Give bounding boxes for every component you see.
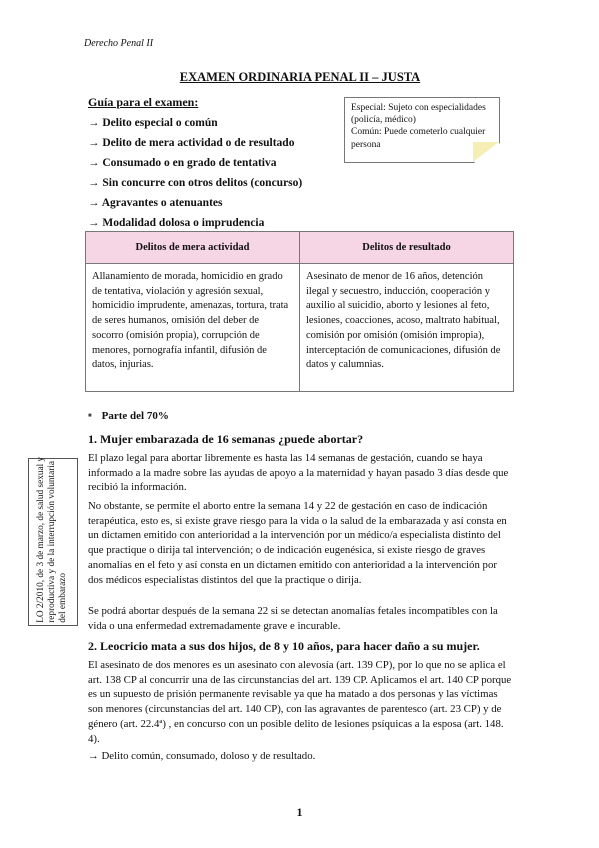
table-row — [86, 264, 514, 392]
note-line-common: Común: Puede cometerlo cualquier persona — [351, 127, 486, 150]
document-header: Derecho Penal II — [84, 38, 154, 49]
guide-item: → Consumado o en grado de tentativa — [88, 157, 277, 169]
table-header-cell: Delitos de mera actividad — [86, 232, 300, 264]
side-note-box — [28, 458, 78, 626]
sticky-note — [344, 97, 500, 163]
question-2-title: 2. Leocricio mata a sus dos hijos, de 8 y 10 años, para hacer daño a su mujer. — [88, 639, 480, 653]
side-note-text: LO 2/2010, de 3 de marzo, de salud sexual y reproductiva y de la interrupción voluntaria del embarazo — [36, 456, 69, 623]
table-cell: Allanamiento de morada, homicidio en grado de tentativa, violación y agresión sexual, homicidio imprudente, amenazas, tortura, trata de seres humanos, omisión del deber de socorro (omisión propia), corrupción de menores, pornografía infantil, difusión de datos, injurias. — [86, 264, 300, 392]
section-label-text: Parte del 70% — [101, 410, 169, 422]
guide-item: → Modalidad dolosa o imprudencia — [88, 217, 265, 229]
offense-table — [85, 231, 514, 392]
question-2-paragraph: El asesinato de dos menores es un asesinato con alevosía (art. 139 CP), por lo que no se aplica el art. 138 CP al concurrir una de las circunstancias del art. 139 CP. Aplicamos el art. 140 CP porque es un supuesto de prisión permanente revisable ya que ha matado a dos personas y las víctimas son menores (circunstancias del art. 140 CP), con las agravantes de parentesco (art. 23 CP) y de género (art. 22.4ª) , en concurso con un posible delito de lesiones psíquicas a la esposa (art. 148. 4). — [88, 659, 512, 745]
guide-title: Guía para el examen: — [88, 95, 199, 109]
guide-item: → Sin concurre con otros delitos (concurso) — [88, 177, 303, 189]
exam-title: EXAMEN ORDINARIA PENAL II – JUSTA — [179, 70, 421, 84]
question-1-title: 1. Mujer embarazada de 16 semanas ¿puede abortar? — [88, 432, 364, 446]
guide-item: → Delito especial o común — [88, 117, 218, 129]
guide-item: → Delito de mera actividad o de resultado — [88, 137, 295, 149]
table-cell: Asesinato de menor de 16 años, detención ilegal y secuestro, inducción, cooperación y auxilio al suicidio, aborto y lesiones al feto, lesiones, coacciones, acoso, maltrato habitual, comisión por omisión (omisión impropia), interceptación de comunicaciones, difusión de datos y calumnias. — [300, 264, 514, 392]
question-1-paragraph: Se podrá abortar después de la semana 22 si se detectan anomalías fetales incompatibles con la vida o una enfermedad extremadamente grave e incurable. — [88, 605, 498, 632]
note-fold-corner — [474, 143, 500, 163]
note-line-special: Especial: Sujeto con especialidades (policía, médico) — [351, 103, 486, 126]
guide-list — [88, 113, 302, 233]
bullet-icon: ■ — [88, 413, 92, 420]
question-1-paragraph: No obstante, se permite el aborto entre la semana 14 y 22 de gestación en caso de indicación terapéutica, esto es, si existe grave riesgo para la vida o la salud de la embarazada y así consta en un dictamen emitido con anterioridad a la intervención por un médico/a especialista distinto del que practique o dirija tal intervención; o de indicación eugenésica, si existe riesgo de graves anomalías en el feto y así consta en un dictamen emitido con anterioridad a la intervención por dos médicos especialistas distintos del que la practique o dirija. — [88, 500, 507, 586]
guide-item: → Agravantes o atenuantes — [88, 197, 223, 209]
section-label — [88, 410, 169, 422]
table-header-row — [86, 232, 514, 264]
page-number: 1 — [296, 805, 303, 819]
question-2-conclusion: → Delito común, consumado, doloso y de resultado. — [88, 750, 316, 762]
question-1-paragraph: El plazo legal para abortar libremente es hasta las 14 semanas de gestación, cuando se haya informado a la madre sobre las ayudas de apoyo a la maternidad y hayan pasado 3 días desde que recibió la información. — [88, 452, 509, 494]
table-header-cell: Delitos de resultado — [300, 232, 514, 264]
